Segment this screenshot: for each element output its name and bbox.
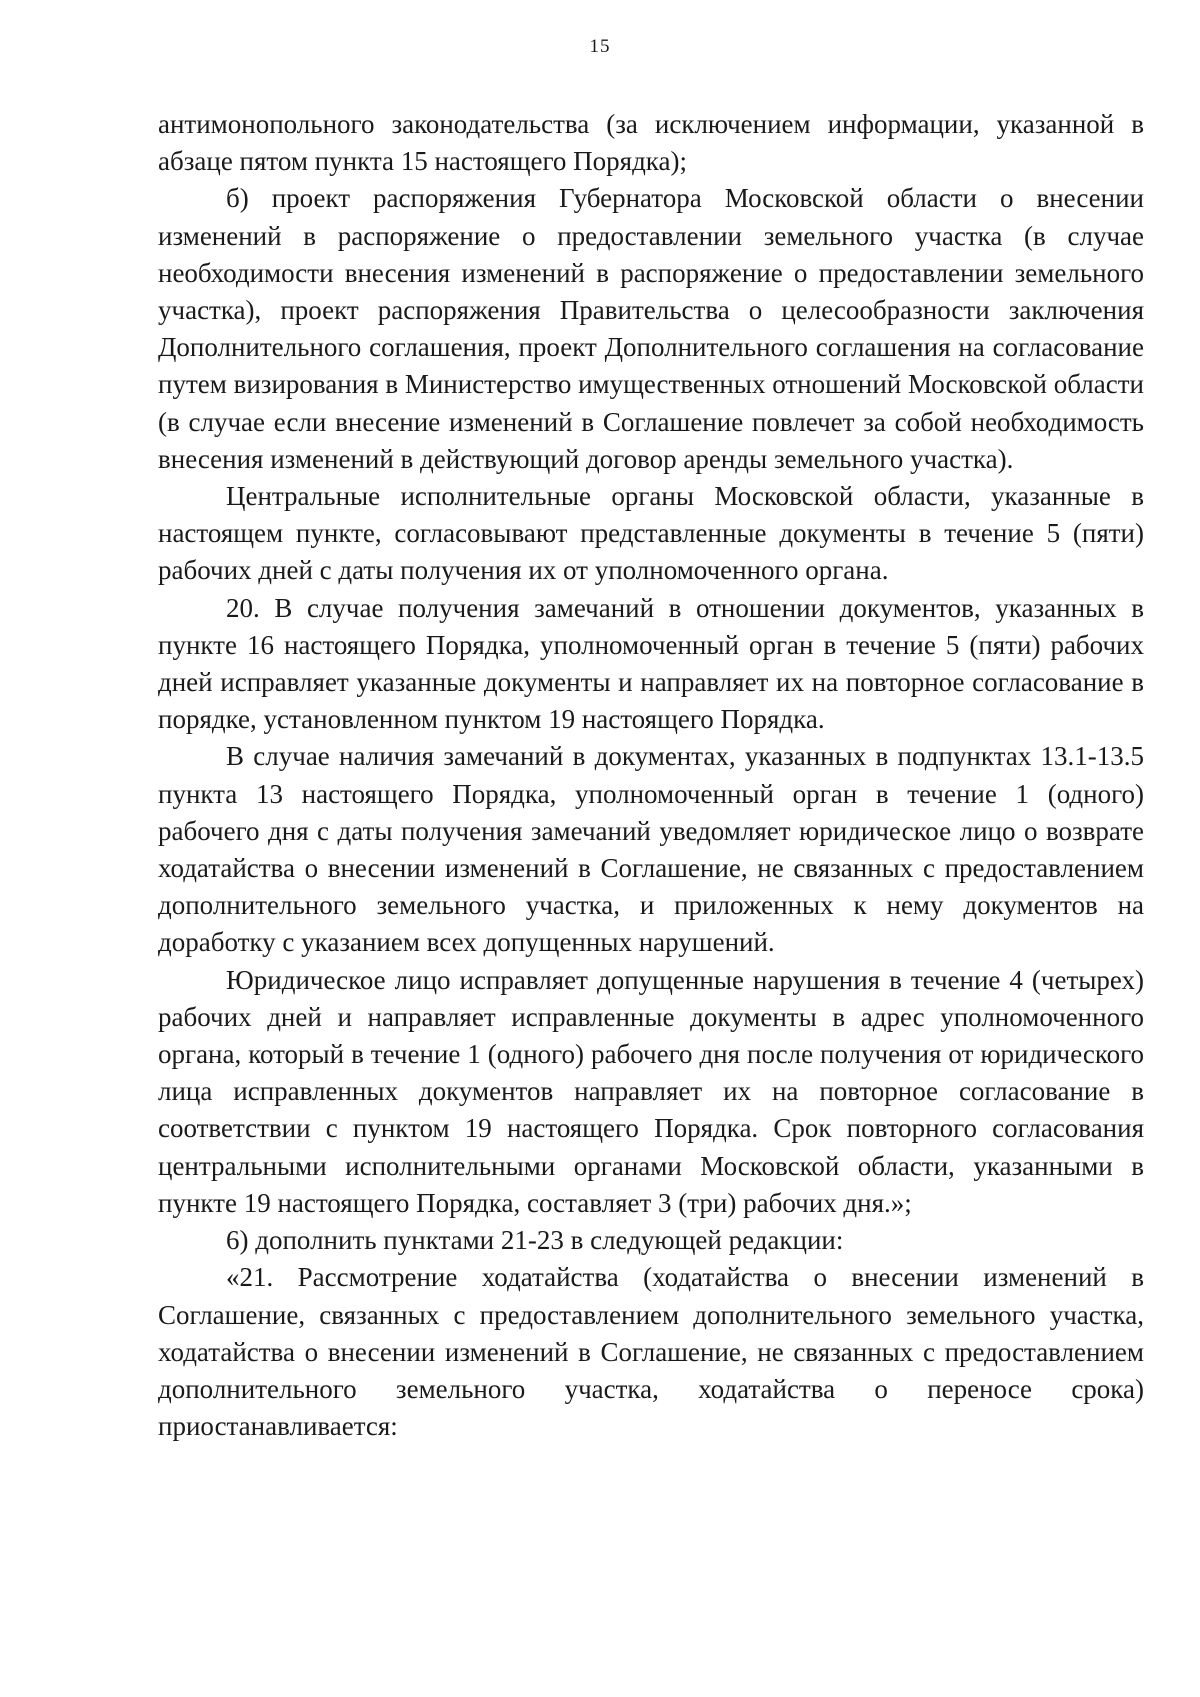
paragraph: «21. Рассмотрение ходатайства (ходатайства о внесении изменений в Соглашение, связанных с предоставлением дополнительного земельного участка, ходатайства о внесении изменений в Соглашение, не связанных с предоставлением дополнительного земельного участка, ходатайства о переносе срока) приостанавливается:: [158, 1262, 1144, 1442]
paragraph: антимонопольного законодательства (за исключением информации, указанной в абзаце пятом пункта 15 настоящего Порядка);: [158, 109, 1144, 177]
paragraph: В случае наличия замечаний в документах, указанных в подпунктах 13.1-13.5 пункта 13 настоящего Порядка, уполномоченный орган в течение 1 (одного) рабочего дня с даты получения замечаний уведомляет юридическое лицо о возврате ходатайства о внесении изменений в Соглашение, не связанных с предоставлением дополнительного земельного участка, и приложенных к нему документов на доработку с указанием всех допущенных нарушений.: [158, 741, 1144, 958]
paragraph: Юридическое лицо исправляет допущенные нарушения в течение 4 (четырех) рабочих дней и направляет исправленные документы в адрес уполномоченного органа, который в течение 1 (одного) рабочего дня после получения от юридического лица исправленных документов направляет их на повторное согласование в соответствии с пунктом 19 настоящего Порядка. Срок повторного согласования центральными исполнительными органами Московской области, указанными в пункте 19 настоящего Порядка, составляет 3 (три) рабочих дня.»;: [158, 964, 1144, 1218]
document-body: [158, 106, 1144, 1445]
paragraph: 20. В случае получения замечаний в отношении документов, указанных в пункте 16 настоящего Порядка, уполномоченный орган в течение 5 (пяти) рабочих дней исправляет указанные документы и направляет их на повторное согласование в порядке, установленном пунктом 19 настоящего Порядка.: [158, 592, 1144, 735]
paragraph: б) проект распоряжения Губернатора Московской области о внесении изменений в распоряжение о предоставлении земельного участка (в случае необходимости внесения изменений в распоряжение о предоставлении земельного участка), проект распоряжения Правительства о целесообразности заключения Дополнительного соглашения, проект Дополнительного соглашения на согласование путем визирования в Министерство имущественных отношений Московской области (в случае если внесение изменений в Соглашение повлечет за собой необходимость внесения изменений в действующий договор аренды земельного участка).: [158, 183, 1144, 474]
page-number: 15: [589, 36, 611, 57]
paragraph: 6) дополнить пунктами 21-23 в следующей редакции:: [226, 1225, 844, 1256]
paragraph: Центральные исполнительные органы Московской области, указанные в настоящем пункте, согласовывают представленные документы в течение 5 (пяти) рабочих дней с даты получения их от уполномоченного органа.: [158, 481, 1144, 586]
